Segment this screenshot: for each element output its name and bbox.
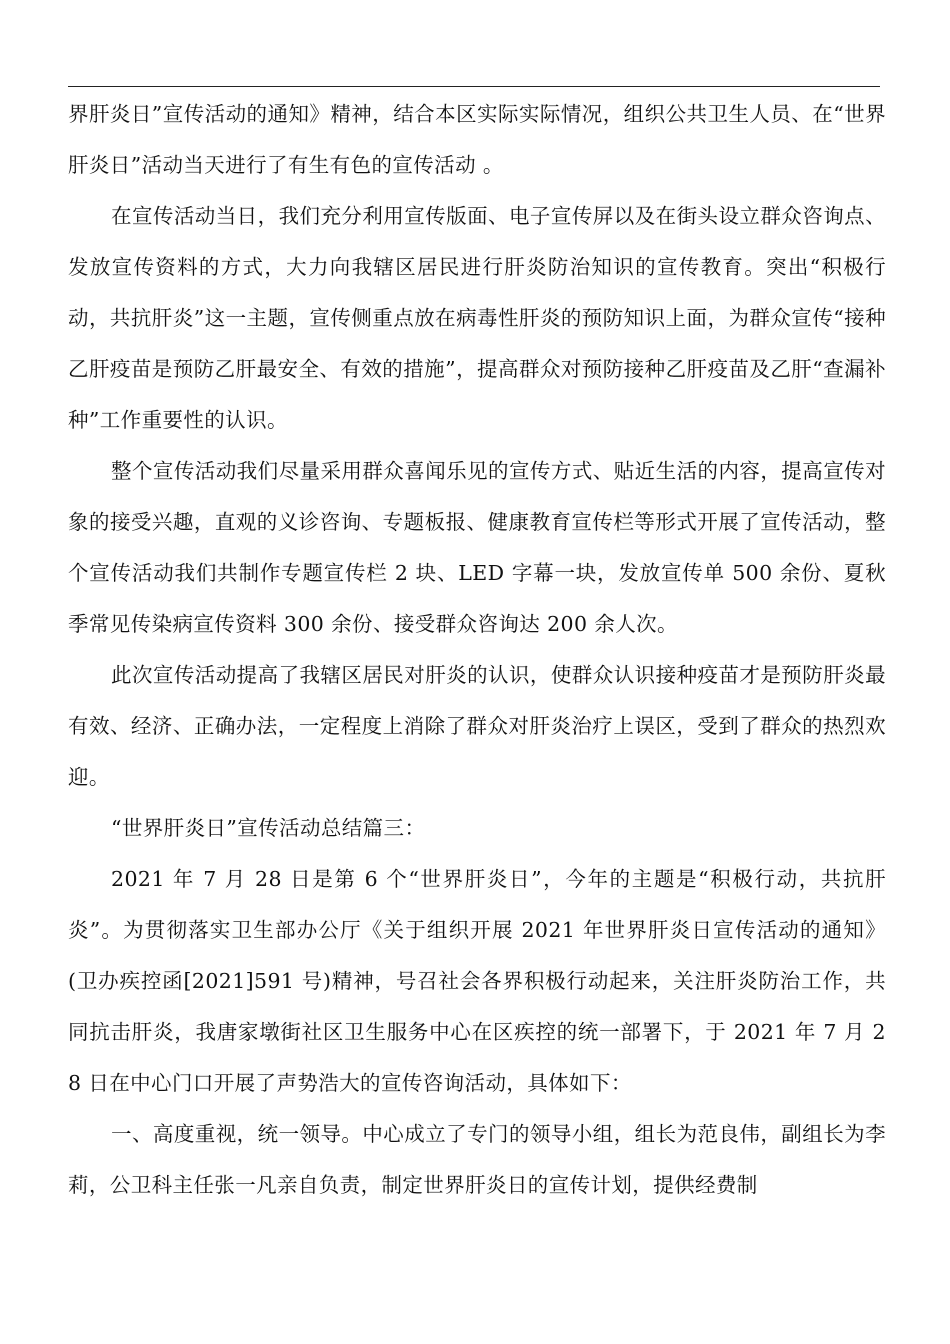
paragraph-background: 2021 年 7 月 28 日是第 6 个“世界肝炎日”，今年的主题是“积极行动，共抗肝炎”。为贯彻落实卫生部办公厅《关于组织开展 2021 年世界肝炎日宣传活动的通知》(卫办疾控函[2021]591 号)精神，号召社会各界积极行动起来，关注肝炎防治工作，共同抗击肝炎，我唐家墩街社区卫生服务中心在区疾控的统一部署下，于 2021 年 7 月 28 日在中心门口开展了声势浩大的宣传咨询活动，具体如下： (68, 867, 886, 1095)
paragraph-continuation: 界肝炎日”宣传活动的通知》精神，结合本区实际实际情况，组织公共卫生人员、在“世界肝炎日”活动当天进行了有生有色的宣传活动 。 (68, 102, 886, 177)
section-heading: “世界肝炎日”宣传活动总结篇三： (111, 816, 426, 840)
header-rule (68, 86, 880, 87)
document-body (68, 89, 886, 1211)
paragraph-results: 此次宣传活动提高了我辖区居民对肝炎的认识，使群众认识接种疫苗才是预防肝炎最有效、经济、正确办法，一定程度上消除了群众对肝炎治疗上误区，受到了群众的热烈欢迎。 (68, 663, 886, 789)
paragraph-leadership: 一、高度重视，统一领导。中心成立了专门的领导小组，组长为范良伟，副组长为李莉，公卫科主任张一凡亲自负责，制定世界肝炎日的宣传计划，提供经费制 (68, 1122, 886, 1197)
paragraph-publicity-day: 在宣传活动当日，我们充分利用宣传版面、电子宣传屏以及在街头设立群众咨询点、发放宣传资料的方式，大力向我辖区居民进行肝炎防治知识的宣传教育。突出“积极行动，共抗肝炎”这一主题，宣传侧重点放在病毒性肝炎的预防知识上面，为群众宣传“接种乙肝疫苗是预防乙肝最安全、有效的措施”，提高群众对预防接种乙肝疫苗及乙肝“查漏补种”工作重要性的认识。 (68, 204, 886, 432)
paragraph-publicity-methods: 整个宣传活动我们尽量采用群众喜闻乐见的宣传方式、贴近生活的内容，提高宣传对象的接受兴趣，直观的义诊咨询、专题板报、健康教育宣传栏等形式开展了宣传活动，整个宣传活动我们共制作专题宣传栏 2 块、LED 字幕一块，发放宣传单 500 余份、夏秋季常见传染病宣传资料 300 余份、接受群众咨询达 200 余人次。 (68, 459, 886, 636)
